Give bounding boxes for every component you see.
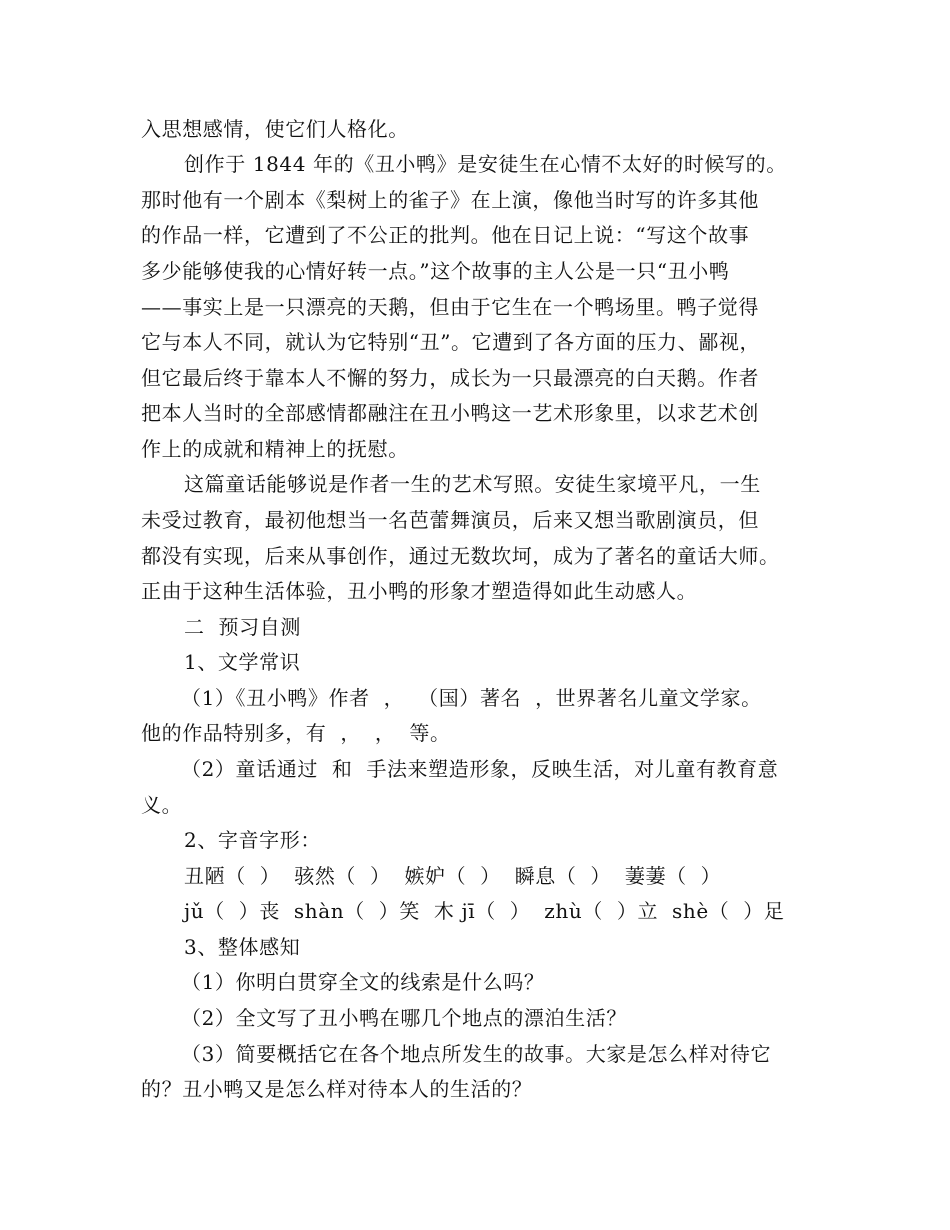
paragraph-line: 未受过教育，最初他想当一名芭蕾舞演员，后来又想当歌剧演员，但 (141, 508, 759, 532)
paragraph-line: ——事实上是一只漂亮的天鹅，但由于它生在一个鸭场里。鸭子觉得 (141, 295, 759, 319)
question-line: 义。 (141, 793, 183, 817)
question-line: 他的作品特别多，有 ， ， 等。 (141, 721, 451, 745)
paragraph-line: 都没有实现，后来从事创作，通过无数坎坷，成为了著名的童话大师。 (141, 544, 780, 568)
vocabulary-line: 丑陋（ ） 骇然（ ） 嫉妒（ ） 瞬息（ ） 萋萋（ ） (184, 864, 722, 888)
question-line: （1）你明白贯穿全文的线索是什么吗？ (181, 970, 545, 994)
question-line: 的？丑小鸭又是怎么样对待本人的生活的？ (141, 1077, 533, 1101)
paragraph-line: 但它最后终于靠本人不懈的努力，成长为一只最漂亮的白天鹅。作者 (141, 366, 759, 390)
paragraph-line: 作上的成就和精神上的抚慰。 (141, 437, 409, 461)
paragraph-line: 的作品一样，它遭到了不公正的批判。他在日记上说：“写这个故事 (141, 223, 750, 247)
paragraph-line: 这篇童话能够说是作者一生的艺术写照。安徒生家境平凡，一生 (184, 472, 761, 496)
question-line: （1）《丑小鸭》作者 ， （国）著名 ，世界著名儿童文学家。 (181, 686, 762, 710)
question-line: （2）全文写了丑小鸭在哪几个地点的漂泊生活？ (181, 1006, 627, 1030)
paragraph-line: 入思想感情，使它们人格化。 (141, 117, 409, 141)
paragraph-line: 创作于 1844 年的《丑小鸭》是安徒生在心情不太好的时候写的。 (184, 152, 787, 176)
question-line: （3）简要概括它在各个地点所发生的故事。大家是怎么样对待它 (181, 1042, 772, 1066)
paragraph-line: 把本人当时的全部感情都融注在丑小鸭这一艺术形象里，以求艺术创 (141, 401, 759, 425)
subsection-heading: 3、整体感知 (184, 935, 301, 959)
section-heading: 二 预习自测 (184, 615, 301, 639)
paragraph-line: 多少能够使我的心情好转一点。”这个故事的主人公是一只“丑小鸭 (141, 259, 730, 283)
subsection-heading: 2、字音字形： (184, 828, 321, 852)
subsection-heading: 1、文学常识 (184, 650, 301, 674)
paragraph-line: 那时他有一个剧本《梨树上的雀子》在上演，像他当时写的许多其他 (141, 188, 759, 212)
paragraph-line: 正由于这种生活体验，丑小鸭的形象才塑造得如此生动感人。 (141, 579, 698, 603)
paragraph-line: 它与本人不同，就认为它特别“丑”。它遭到了各方面的压力、鄙视， (141, 330, 761, 354)
pinyin-line: jǔ（ ）丧 shàn（ ）笑 木 jī（ ） zhù（ ）立 shè（ ）足 (184, 899, 785, 923)
question-line: （2）童话通过 和 手法来塑造形象，反映生活，对儿童有教育意 (181, 757, 779, 781)
